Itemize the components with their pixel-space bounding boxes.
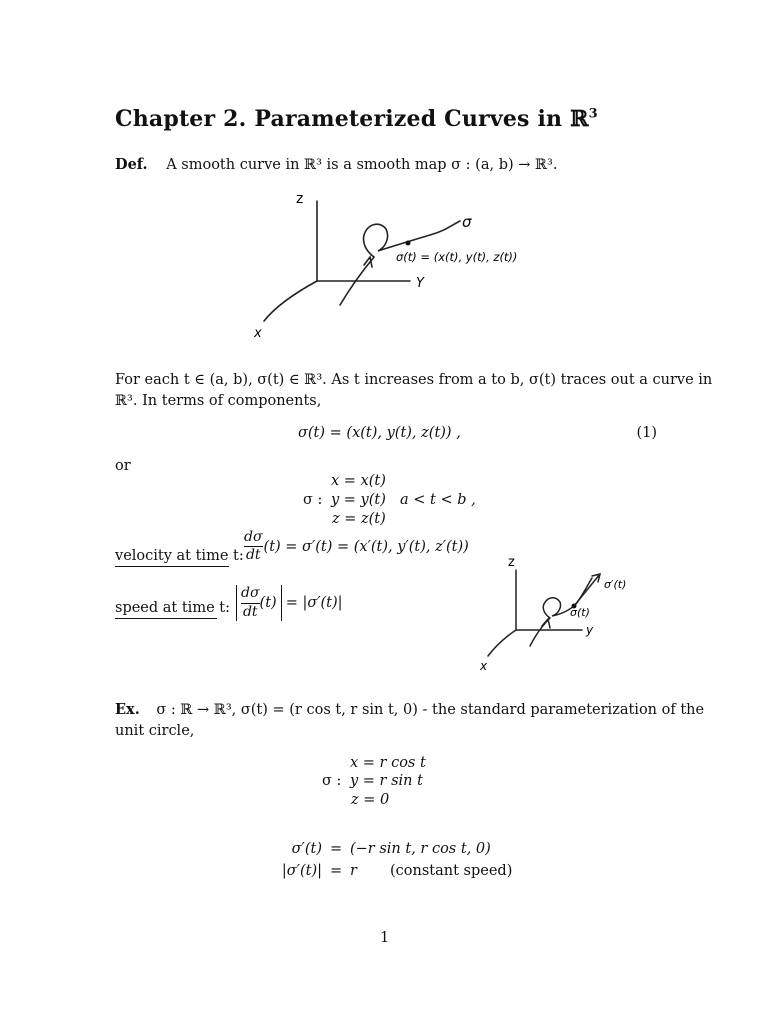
system2-line-z: z = 0 [351, 792, 390, 808]
speed-formula-rest: = |σ′(t)| [285, 594, 343, 611]
speed-fraction [241, 586, 260, 620]
velocity-formula [244, 530, 469, 564]
velocity-frac-den: dt [245, 547, 261, 564]
system-line-y: y = y(t) [331, 492, 386, 508]
velocity-formula-rest: (t) = σ′(t) = (x′(t), y′(t), z′(t)) [263, 538, 469, 555]
page-number: 1 [380, 930, 390, 946]
paragraph-line-1: For each t ∈ (a, b), σ(t) ∈ ℝ³. As t increases from a to b, σ(t) traces out a curve in [115, 372, 713, 388]
velocity-fraction [244, 530, 263, 564]
derivative-row1-right: (−r sin t, r cos t, 0) [350, 841, 491, 857]
velocity-label [115, 549, 244, 564]
example-text: σ : ℝ → ℝ³, σ(t) = (r cos t, r sin t, 0) - the standard parameterization of the [156, 702, 705, 718]
equation-1: σ(t) = (x(t), y(t), z(t)) , [298, 425, 461, 441]
figure1-point [406, 241, 411, 246]
speed-abs-bar-right [281, 585, 282, 621]
example-line-2: unit circle, [115, 723, 195, 739]
derivative-row1-equals: = [330, 841, 343, 857]
derivative-row2-note: (constant speed) [390, 863, 513, 879]
system2-line-x: x = r cos t [350, 755, 426, 771]
speed-frac-num: dσ [241, 585, 260, 602]
derivative-row2-left: |σ′(t)| [281, 863, 322, 879]
system-line-x: x = x(t) [331, 473, 386, 489]
chapter-title-text: Chapter 2. Parameterized Curves in ℝ [115, 106, 589, 132]
definition-text: A smooth curve in ℝ³ is a smooth map σ : (a, b) → ℝ³. [166, 157, 558, 173]
example-label: Ex. [115, 701, 140, 718]
speed-frac-den: dt [242, 603, 258, 620]
definition [115, 158, 557, 173]
speed-underline [115, 618, 217, 619]
figure2-point-label: σ(t) [570, 606, 590, 619]
chapter-title [115, 106, 598, 132]
definition-label: Def. [115, 156, 148, 173]
figure1-z-label: z [296, 191, 304, 207]
chapter-title-superscript: 3 [588, 106, 598, 122]
figure1-x-label: x [254, 326, 262, 341]
velocity-frac-num: dσ [244, 529, 263, 545]
speed-label-text: speed at time t: [115, 600, 230, 616]
velocity-label-text: velocity at time t: [115, 548, 244, 564]
figure1-point-label: σ(t) = (x(t), y(t), z(t)) [396, 250, 518, 264]
figure2-z-label: z [508, 555, 515, 570]
speed-abs-bar-left [236, 585, 237, 621]
system2-prefix: σ : [322, 773, 342, 789]
figure1-sigma-label: σ [462, 213, 472, 231]
derivative-row1-left: σ′(t) [291, 841, 322, 857]
speed-formula: $\frac{d\sigma}{dt}$ (t) = |σ′(t)| [236, 585, 343, 621]
velocity-underline [115, 566, 229, 567]
or-text: or [115, 458, 131, 474]
system-prefix: σ : [303, 492, 323, 508]
tangent-vector-figure [470, 550, 660, 675]
figure1-x-axis [264, 281, 317, 321]
system-line-z: z = z(t) [332, 511, 386, 527]
figure1-y-label: Y [416, 276, 424, 291]
system2-line-y: y = r sin t [350, 773, 423, 789]
figure2-y-label: y [586, 623, 594, 637]
equation-1-number: (1) [636, 425, 657, 441]
paragraph-line-2: ℝ³. In terms of components, [115, 393, 322, 409]
figure2-velocity-label: σ′(t) [604, 578, 627, 591]
figure2-x-axis [488, 630, 516, 656]
derivative-row2-equals: = [330, 863, 343, 879]
figure2-x-label: x [480, 659, 488, 673]
speed-label [115, 601, 230, 616]
system-range: a < t < b , [400, 492, 476, 508]
figure2-tangent-vector [574, 574, 600, 606]
derivative-row2-right: r [350, 863, 357, 879]
example-line-1 [115, 703, 704, 718]
curve-sketch-figure [240, 185, 550, 345]
